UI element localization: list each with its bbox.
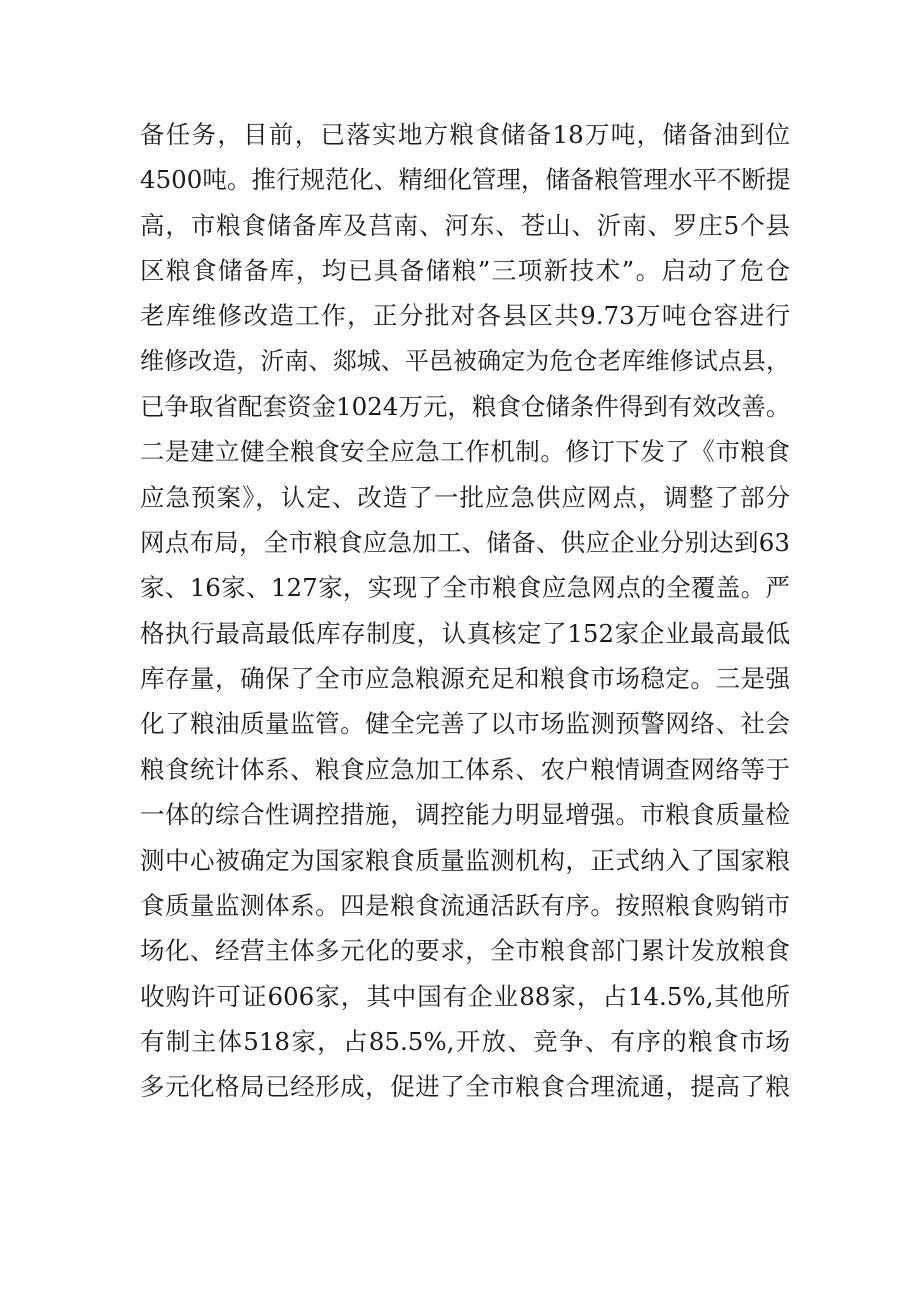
text-line: 高，市粮食储备库及莒南、河东、苍山、沂南、罗庄5个县 — [140, 210, 790, 240]
text-line: 测中心被确定为国家粮食质量监测机构，正式纳入了国家粮 — [140, 845, 790, 875]
text-line: 粮食统计体系、粮食应急加工体系、农户粮情调查网络等于 — [140, 754, 790, 784]
text-line: 应急预案》，认定、改造了一批应急供应网点，调整了部分 — [140, 482, 790, 512]
text-line: 老库维修改造工作，正分批对各县区共9.73万吨仓容进行 — [140, 301, 790, 331]
text-line: 网点布局，全市粮食应急加工、储备、供应企业分别达到63 — [140, 528, 790, 558]
text-line: 备任务，目前，已落实地方粮食储备18万吨，储备油到位 — [140, 120, 790, 149]
text-line: 4500吨。推行规范化、精细化管理，储备粮管理水平不断提 — [140, 165, 791, 195]
text-line: 家、16家、127家，实现了全市粮食应急网点的全覆盖。严 — [140, 573, 790, 603]
text-line: 化了粮油质量监管。健全完善了以市场监测预警网络、社会 — [140, 709, 790, 739]
text-line: 多元化格局已经形成，促进了全市粮食合理流通，提高了粮 — [140, 1072, 790, 1102]
text-line: 场化、经营主体多元化的要求，全市粮食部门累计发放粮食 — [140, 936, 790, 966]
text-line: 一体的综合性调控措施，调控能力明显增强。市粮食质量检 — [140, 800, 790, 830]
text-line: 食质量监测体系。四是粮食流通活跃有序。按照粮食购销市 — [140, 890, 790, 920]
text-line: 区粮食储备库，均已具备储粮”三项新技术”。启动了危仓 — [140, 256, 790, 286]
text-line: 格执行最高最低库存制度，认真核定了152家企业最高最低 — [140, 618, 790, 648]
body-text — [140, 112, 790, 1110]
text-line: 库存量，确保了全市应急粮源充足和粮食市场稳定。三是强 — [140, 664, 790, 694]
text-line: 维修改造，沂南、郯城、平邑被确定为危仓老库维修试点县， — [140, 346, 790, 375]
text-line: 有制主体518家，占85.5%,开放、竞争、有序的粮食市场 — [140, 1026, 790, 1056]
text-line: 收购许可证606家，其中国有企业88家，占14.5%,其他所 — [140, 981, 790, 1011]
text-line: 二是建立健全粮食安全应急工作机制。修订下发了《市粮食 — [140, 437, 790, 467]
text-line: 已争取省配套资金1024万元，粮食仓储条件得到有效改善。 — [140, 392, 791, 422]
